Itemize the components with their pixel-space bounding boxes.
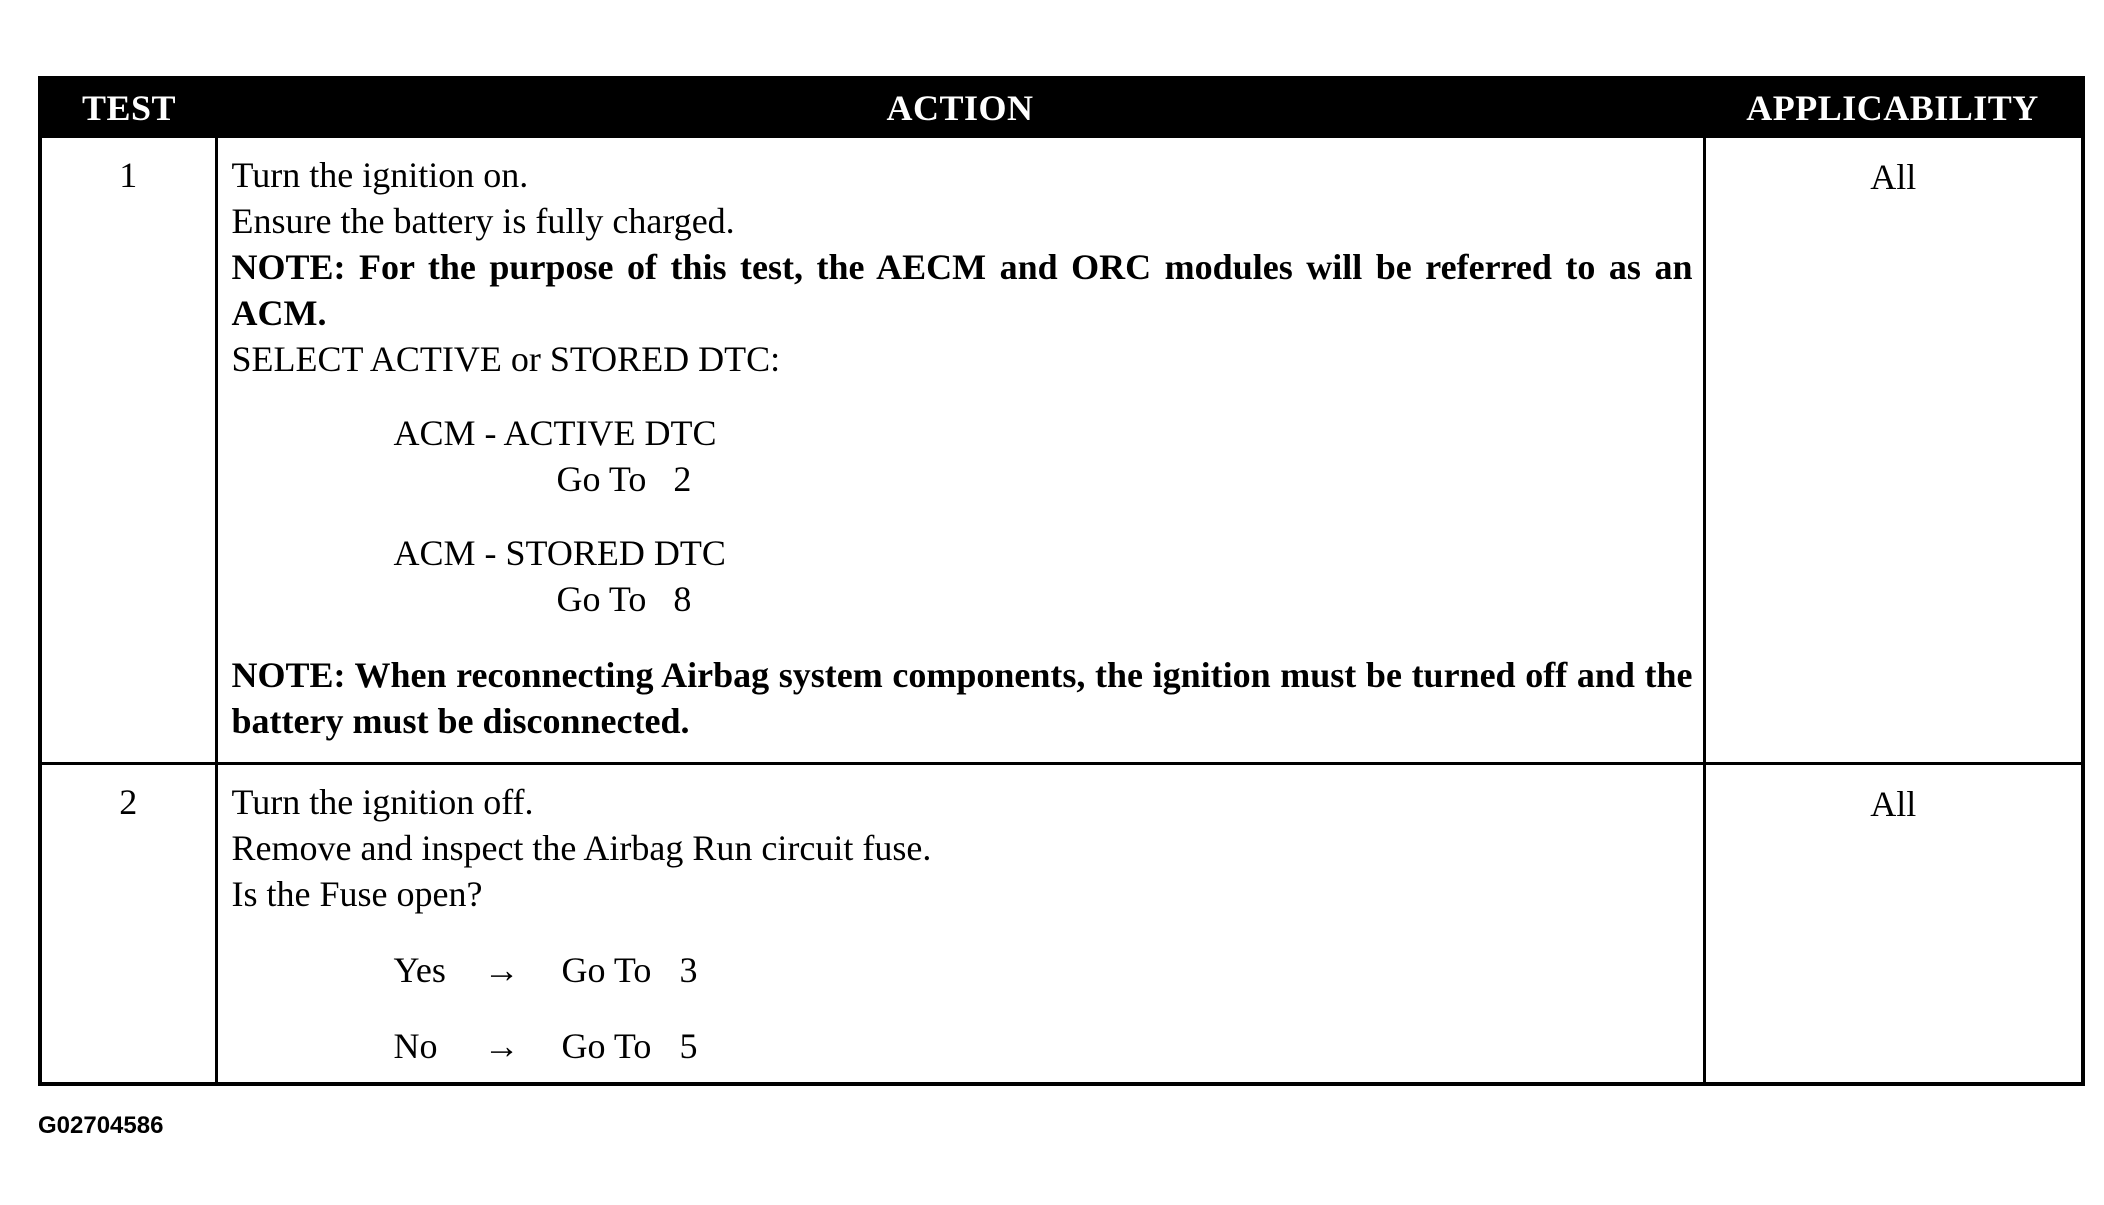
option-goto: Go To 2 bbox=[556, 459, 692, 499]
action-line: Turn the ignition on. bbox=[231, 155, 529, 195]
goto-label: Go To bbox=[561, 1025, 652, 1066]
table-row bbox=[40, 763, 2083, 1084]
diagnostic-test-table bbox=[38, 76, 2085, 1086]
choice-yes bbox=[232, 947, 1693, 993]
option-goto: Go To 8 bbox=[556, 579, 692, 619]
table-row bbox=[40, 137, 2083, 764]
action-line: SELECT ACTIVE or STORED DTC: bbox=[231, 339, 781, 379]
choice-no bbox=[232, 1023, 1693, 1069]
answer-label: Yes bbox=[393, 949, 446, 990]
applicability-value: All bbox=[1704, 763, 2083, 1084]
action-cell bbox=[216, 763, 1704, 1084]
header-applicability: APPLICABILITY bbox=[1704, 78, 2083, 137]
action-line: Ensure the battery is fully charged. bbox=[231, 201, 735, 241]
action-line: Remove and inspect the Airbag Run circuit fuse. bbox=[231, 827, 932, 868]
table-header-row bbox=[40, 78, 2083, 137]
arrow-right-icon: → bbox=[483, 1025, 520, 1066]
test-number: 1 bbox=[40, 137, 216, 764]
goto-number: 3 bbox=[679, 949, 698, 990]
header-action: ACTION bbox=[216, 78, 1704, 137]
goto-label: Go To bbox=[561, 949, 652, 990]
note-text: NOTE: When reconnecting Airbag system components, the ignition must be turned off and the battery must be disconnected. bbox=[231, 655, 1693, 741]
action-line: Is the Fuse open? bbox=[231, 873, 483, 914]
action-line: Turn the ignition off. bbox=[231, 781, 534, 822]
header-test: TEST bbox=[40, 78, 216, 137]
option-label: ACM - STORED DTC bbox=[393, 533, 726, 573]
note-text: NOTE: For the purpose of this test, the AECM and ORC modules will be referred to as an ACM. bbox=[231, 247, 1693, 333]
applicability-value: All bbox=[1704, 137, 2083, 764]
action-cell bbox=[216, 137, 1704, 764]
goto-number: 5 bbox=[679, 1025, 698, 1066]
arrow-right-icon: → bbox=[483, 949, 520, 990]
figure-id: G02704586 bbox=[38, 1112, 164, 1139]
option-label: ACM - ACTIVE DTC bbox=[393, 413, 717, 453]
answer-label: No bbox=[393, 1025, 438, 1066]
test-number: 2 bbox=[40, 763, 216, 1084]
